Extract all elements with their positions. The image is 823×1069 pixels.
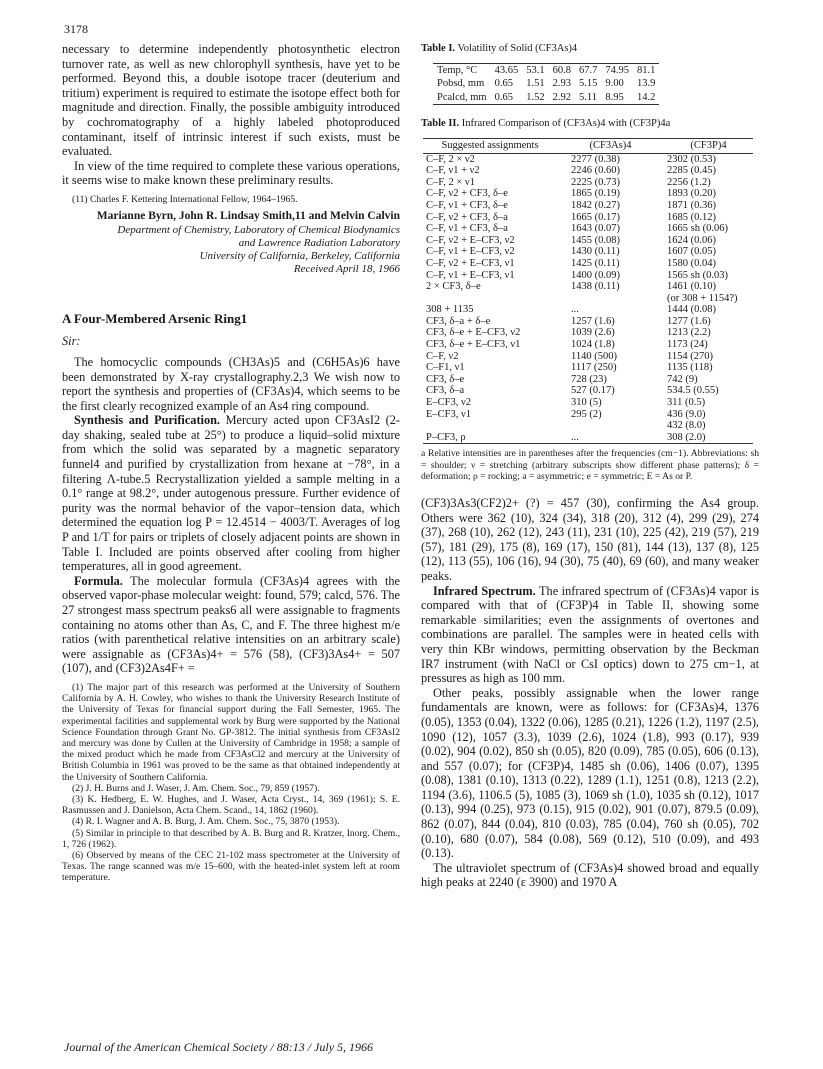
table-row — [423, 246, 753, 258]
table-row — [423, 362, 753, 374]
table-cell: C–F, ν2 + CF3, δ–e — [426, 188, 508, 200]
table-cell: 1430 (0.11) — [571, 246, 620, 258]
table-cell: 1893 (0.20) — [667, 188, 716, 200]
table-cell: C–F, ν1 + CF3, δ–e — [426, 199, 508, 211]
paragraph: The homocyclic compounds (CH3As)5 and (C6H5As)6 have been demonstrated by X-ray crystallography.2,3 We wish now to report the synthesis and properties of (CF3As)4, which seems to be the first clearly recognized example of an As4 ring compound. — [62, 354, 400, 413]
table-row — [423, 304, 753, 316]
table-cell: 1400 (0.09) — [571, 269, 620, 281]
table-cell: ... — [571, 304, 579, 316]
table-cell: 2256 (1.2) — [667, 176, 711, 188]
table-cell: 1685 (0.12) — [667, 211, 716, 223]
column-header: (CF3As)4 — [557, 138, 664, 153]
authors: Marianne Byrn, John R. Lindsay Smith,11 and Melvin Calvin — [96, 210, 400, 223]
table-cell: 527 (0.17) — [571, 385, 615, 397]
page-number: 3178 — [64, 22, 88, 36]
table-cell: 14.2 — [636, 91, 656, 103]
table-cell: 1154 (270) — [667, 350, 713, 362]
table-cell: 1135 (118) — [667, 362, 713, 374]
journal-footer: Journal of the American Chemical Society / 88:13 / July 5, 1966 — [64, 1040, 374, 1054]
table-cell: C–F, ν1 + CF3, δ–a — [426, 223, 508, 235]
table-row — [423, 235, 753, 247]
table-cell: 1140 (500) — [571, 350, 617, 362]
table-cell: C–F, ν2 + E–CF3, ν1 — [426, 257, 515, 269]
table1-title: Volatility of Solid (CF3As)4 — [457, 43, 578, 54]
paragraph: In view of the time required to complete these various operations, it seems wise to make known these preliminary results. — [62, 158, 400, 188]
table-cell: 308 (2.0) — [667, 431, 706, 443]
table-cell: 2302 (0.53) — [667, 153, 716, 165]
footnote: (6) Observed by means of the CEC 21-102 mass spectrometer at the University of Texas. The range scanned was m/e 15–600, with the heated-inlet system left at room temperature. — [62, 850, 400, 884]
table-cell: 1.52 — [526, 91, 545, 103]
row-label: Pcalcd, mm — [437, 91, 487, 103]
table-row — [423, 374, 753, 386]
paragraph: Other peaks, possibly assignable when the lower range fundamentals are known, were as follows: for (CF3As)4, 1376 (0.05), 1353 (0.04), 1322 (0.06), 1285 (0.21), 1226 (1.2), 1197 (2.5), 1090 (12), 1057 (3.3), 1039 (2.6), 1024 (1.8), 993 (0.17), 939 (0.02), 904 (0.02), 850 sh (0.05), 820 (0.09), 785 (0.05), 606 (0.13), and 557 (0.07); for (CF3P)4, 1485 sh (0.06), 1406 (0.07), 1395 (0.08), 1381 (0.10), 1313 (0.22), 1289 (1.1), 1251 (0.8), 1213 (2.2), 1194 (3.6), 1106.5 (5), 1085 (3), 1069 sh (1.0), 1035 sh (0.12), 1017 (0.13), 994 (0.25), 973 (0.15), 915 (0.02), 901 (0.07), 879.5 (0.09), 862 (0.07), 844 (0.04), 810 (0.03), 785 (0.04), 760 sh (0.05), 702 (0.10), 680 (0.07), 584 (0.08), 569 (0.12), 510 (0.09), and 493 (0.13). — [421, 685, 759, 861]
column-header: Suggested assignments — [423, 138, 557, 153]
table-cell: C–F, ν2 + CF3, δ–a — [426, 211, 508, 223]
table-row — [423, 351, 753, 363]
table-row — [423, 200, 753, 212]
row-label: Temp, °C — [437, 64, 478, 76]
table-cell: 8.95 — [605, 91, 624, 103]
affiliation-line: Department of Chemistry, Laboratory of Chemical Biodynamics — [117, 223, 400, 236]
table-cell: 1173 (24) — [667, 339, 708, 351]
table-cell: 742 (9) — [667, 373, 698, 385]
table-cell — [557, 293, 664, 305]
table-cell: 1444 (0.08) — [667, 304, 716, 316]
table2-label: Table II. — [421, 118, 460, 130]
infrared-text: The infrared spectrum of (CF3As)4 vapor is compared with that of (CF3P)4 in Table II, showing some remarkable similarities; even the assignments of overtones and combinations are parallel. The samples were in heated cells with very thin KBr windows, permitting observation by the Beckman IR7 instrument (with NaCl or CsI optics) down to 275 cm−1, at pressures as high as 100 mm. — [421, 583, 759, 686]
table-cell: 728 (23) — [571, 373, 607, 385]
table-cell: 81.1 — [636, 64, 656, 76]
table-cell: 2277 (0.38) — [571, 153, 620, 165]
table-cell: C–F, ν2 + E–CF3, ν2 — [426, 234, 515, 246]
table-cell: CF3, δ–e + E–CF3, ν1 — [426, 339, 521, 351]
table-row — [423, 177, 753, 189]
table-cell: CF3, δ–a + δ–e — [426, 315, 491, 327]
table-cell: 1117 (250) — [571, 362, 617, 374]
table-volatility — [433, 63, 659, 106]
table-cell: 2.93 — [552, 78, 571, 90]
table-header-row — [423, 138, 753, 153]
footnote: (5) Similar in principle to that described by A. B. Burg and R. Kratzer, Inorg. Chem., 1, 726 (1962). — [62, 827, 400, 850]
table-cell: CF3, δ–a — [426, 385, 465, 397]
section-runin-heading: Infrared Spectrum. — [433, 583, 536, 598]
table-cell: 1607 (0.05) — [667, 246, 716, 258]
table-cell: 1213 (2.2) — [667, 327, 711, 339]
table-cell: 2.92 — [552, 91, 571, 103]
table-cell: 5.11 — [578, 91, 597, 103]
table-cell: 53.1 — [526, 64, 545, 76]
table-row — [433, 91, 659, 105]
table-cell: 1438 (0.11) — [571, 281, 620, 293]
table-row — [423, 409, 753, 421]
table-infrared — [423, 138, 753, 444]
table-cell: 1039 (2.6) — [571, 327, 615, 339]
column-header: (CF3P)4 — [664, 138, 753, 153]
section-runin-heading: Synthesis and Purification. — [74, 413, 221, 428]
table-cell: 1842 (0.27) — [571, 199, 620, 211]
table-row — [423, 293, 753, 305]
table-row — [423, 397, 753, 409]
formula-paragraph — [62, 574, 400, 676]
table-cell: C–F1, ν1 — [426, 362, 465, 374]
table-body — [423, 153, 753, 444]
table-cell: 1665 (0.17) — [571, 211, 620, 223]
affiliation-line: and Lawrence Radiation Laboratory — [238, 236, 400, 249]
footnote: (2) J. H. Burns and J. Waser, J. Am. Chem. Soc., 79, 859 (1957). — [72, 782, 320, 794]
table-cell: C–F, ν2 — [426, 350, 459, 362]
formula-text: The molecular formula (CF3As)4 agrees with the observed vapor-phase molecular weight: found, 579; calcd, 576. The 27 strongest mass spectrum peaks6 all were assignable to fragments containing no atoms other than As, C, and F. The three highest m/e ratios (with parenthetical relative intensities on an arbitrary scale) were assignable as (CF3As)4+ = 576 (58), (CF3)3As4+ = 507 (107), and (CF3)2As4F+ = — [62, 573, 400, 676]
table-row — [423, 165, 753, 177]
table-cell: 9.00 — [605, 78, 624, 90]
table-cell — [423, 420, 557, 432]
table-cell: 436 (9.0) — [667, 408, 706, 420]
footnotes — [62, 682, 400, 884]
table-cell: (or 308 + 1154?) — [667, 292, 738, 304]
table-cell: 1871 (0.36) — [667, 199, 716, 211]
right-column — [421, 42, 759, 890]
table-row — [433, 77, 659, 91]
table-cell: 5.15 — [578, 78, 598, 90]
table-cell: 67.7 — [578, 64, 598, 76]
table-row — [423, 339, 753, 351]
table-cell: CF3, δ–e + E–CF3, ν2 — [426, 327, 521, 339]
table-cell: 2 × CF3, δ–e — [426, 281, 481, 293]
received-date: Received April 18, 1966 — [293, 262, 400, 275]
table2-caption — [421, 117, 759, 132]
table-cell: 1277 (1.6) — [667, 315, 711, 327]
table-cell: C–F, ν1 + E–CF3, ν2 — [426, 246, 515, 258]
table-cell: 1580 (0.04) — [667, 257, 716, 269]
table-cell: 74.95 — [605, 64, 629, 76]
table-cell: 1425 (0.11) — [571, 257, 620, 269]
table-row — [423, 258, 753, 270]
table-cell: C–F, 2 × ν1 — [426, 176, 475, 188]
table-cell: 43.65 — [494, 64, 519, 76]
table-row — [423, 327, 753, 339]
table-cell: 2285 (0.45) — [667, 165, 716, 177]
table-cell: E–CF3, ν2 — [426, 397, 472, 409]
table-cell: 1865 (0.19) — [571, 188, 620, 200]
intro-paragraph: necessary to determine independently photosynthetic electron turnover rate, as well as new chlorophyll synthesis, have yet to be performed. Beyond this, a double isotope tracer (deuterium and tritium) experiment is required to estimate the isotope effect both for magnitude and direction. Finally, the possible ambiguity introduced by cochromatography of a highly labeled photoproduced contaminant, itself of intrinsic interest if such exists, must be evaluated. — [62, 42, 400, 159]
table-row — [423, 223, 753, 235]
table-row — [423, 188, 753, 200]
table-cell: 310 (5) — [571, 397, 602, 409]
table-cell: 2246 (0.60) — [571, 165, 620, 177]
table-cell: 308 + 1135 — [426, 304, 474, 316]
footnote: (4) R. I. Wagner and A. B. Burg, J. Am. Chem. Soc., 75, 3870 (1953). — [72, 816, 340, 828]
table-cell: C–F, ν1 + E–CF3, ν1 — [426, 269, 515, 281]
table-cell: 2225 (0.73) — [571, 176, 620, 188]
table-cell — [557, 420, 664, 432]
table-cell — [423, 293, 557, 305]
table-row — [423, 316, 753, 328]
salutation: Sir: — [62, 334, 81, 349]
footnote: (1) The major part of this research was performed at the University of Southern California by A. H. Cowley, who wishes to thank the University Research Institute of the University of Texas for financial support during the Fall Semester, 1965. The experimental facilities and supplemental work by Burg were supported by the National Science Foundation through Grant No. GP-3812. The initial synthesis from CF3AsI2 and mercury was done by Cullen at the University of Cambridge in 1958; a sample of the mixed product which he made from CF3AsCl2 and mercury at the University of British Columbia in 1961 was proved to be the same as that obtained independently at the University of Southern California. — [62, 681, 400, 783]
table-cell: 1565 sh (0.03) — [667, 269, 728, 281]
table-row — [433, 63, 659, 77]
table-row — [423, 153, 753, 165]
table-cell: 60.8 — [552, 64, 571, 76]
synthesis-text: Mercury acted upon CF3AsI2 (2-day shaking, sealed tube at 25°) to produce a liquid–solid mixture from which the solid was separated by a magnetic separatory funnel4 and purified by crystallization from hexane at −78°, in a filtering Λ-tube.5 Recrystallization yielded a sample melting in a 0.1° range at 98.2°, under autogenous pressure. Further evidence of purity was the normal behavior of the vapor–tension data, which determined the equation log P = 12.4514 − 4003/T. Averages of log P and 1/T for pairs or triplets of closely adjacent points are shown in Table I. Included are points observed after cooling from higher temperatures, all in good agreement. — [62, 413, 400, 574]
table-cell: 13.9 — [636, 78, 656, 90]
table2-footnote: a Relative intensities are in parentheses after the frequencies (cm−1). Abbreviations: sh = shoulder; ν = stretching (arbitrary subscripts show different phase patterns); δ = deformation; ρ = rocking; a = asymmetric; e = symmetric; E = As or P. — [421, 448, 759, 482]
infrared-paragraph — [421, 584, 759, 686]
table-cell: 0.65 — [494, 91, 513, 103]
table-row — [423, 281, 753, 293]
table-row — [423, 385, 753, 397]
table-row — [423, 432, 753, 444]
footnote-11: (11) Charles F. Kettering International Fellow, 1964–1965. — [72, 193, 298, 205]
row-label: Pobsd, mm — [437, 78, 485, 90]
footnote: (3) K. Hedberg, E. W. Hughes, and J. Waser, Acta Cryst., 14, 369 (1961); S. E. Rasmussen and J. Danielson, Acta Chem. Scand., 14, 1862 (1960). — [62, 794, 400, 817]
section-runin-heading: Formula. — [74, 573, 123, 588]
table-row — [423, 270, 753, 282]
paragraph: The ultraviolet spectrum of (CF3As)4 showed broad and equally high peaks at 2240 (ε 3900) and 1970 A — [421, 860, 759, 890]
table-cell: CF3, δ–e — [426, 373, 465, 385]
table-row — [423, 212, 753, 224]
table-cell: 1461 (0.10) — [667, 281, 716, 293]
table-cell: 295 (2) — [571, 408, 602, 420]
table-cell: 311 (0.5) — [667, 397, 706, 409]
table-cell: E–CF3, ν1 — [426, 408, 472, 420]
table1-caption — [421, 42, 759, 57]
table-cell: 534.5 (0.55) — [667, 385, 719, 397]
table2-title: Infrared Comparison of (CF3As)4 with (CF3P)4a — [461, 118, 671, 130]
table-cell: 432 (8.0) — [667, 420, 706, 432]
paragraph: (CF3)3As3(CF2)2+ (?) = 457 (30), confirming the As4 group. Others were 362 (10), 324 (34), 318 (20), 312 (4), 299 (29), 274 (37), 268 (10), 262 (12), 243 (11), 231 (10), 225 (42), 219 (57), 219 (57), 181 (29), 175 (8), 169 (17), 150 (81), 144 (13), 137 (8), 125 (12), 113 (55), 106 (16), 94 (30), 75 (40), 69 (60), and many weaker peaks. — [421, 496, 759, 583]
table-cell: 1455 (0.08) — [571, 234, 620, 246]
table-cell: 1643 (0.07) — [571, 223, 620, 235]
table-cell: 1665 sh (0.06) — [667, 223, 728, 235]
table-cell: C–F, ν1 + ν2 — [426, 165, 480, 177]
affiliation-line: University of California, Berkeley, California — [199, 249, 400, 262]
left-column — [62, 42, 400, 884]
table-cell: ... — [571, 431, 579, 443]
table1-label: Table I. — [421, 43, 456, 54]
table-cell: 1257 (1.6) — [571, 315, 615, 327]
table-cell: 1.51 — [526, 78, 545, 90]
table-row — [423, 420, 753, 432]
synthesis-paragraph — [62, 413, 400, 574]
table-cell: P–CF3, ρ — [426, 431, 466, 443]
article-title: A Four-Membered Arsenic Ring1 — [62, 310, 248, 326]
table-cell: C–F, 2 × ν2 — [426, 153, 475, 165]
table-cell: 1024 (1.8) — [571, 339, 615, 351]
table-cell: 0.65 — [494, 78, 513, 90]
table-cell: 1624 (0.06) — [667, 234, 716, 246]
